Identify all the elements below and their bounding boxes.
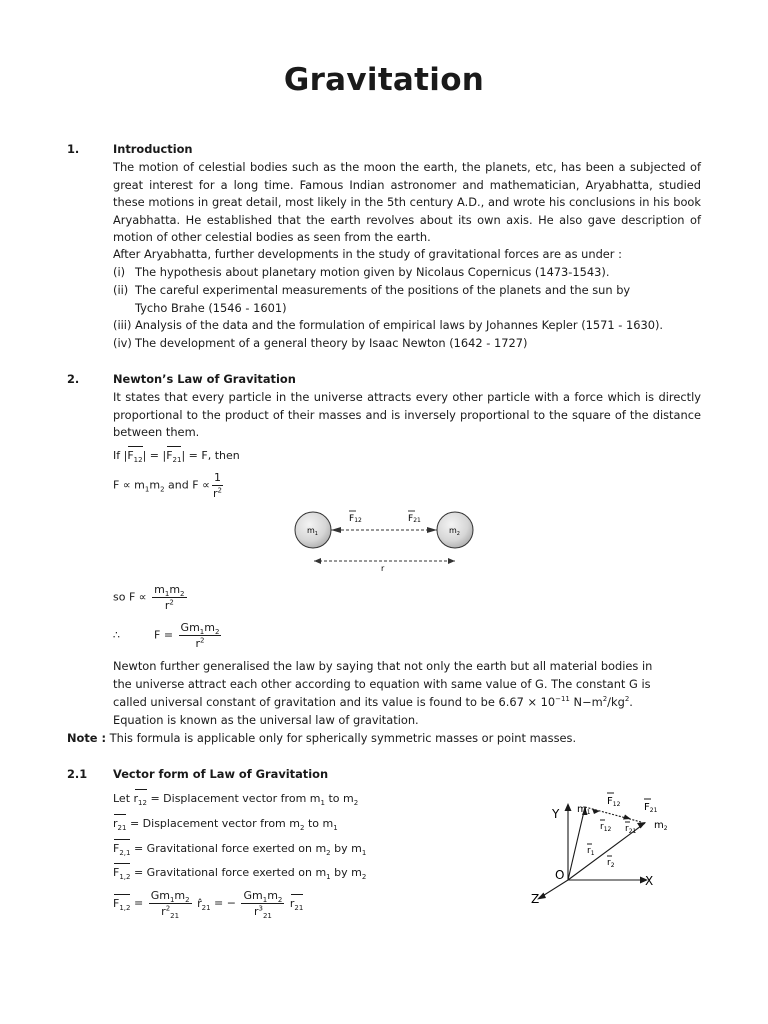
force-12-label: F12: [349, 514, 362, 524]
list-label: (iii): [113, 318, 132, 332]
list-item-i: [113, 264, 701, 282]
therefore-equation: ∴ F = $\frac{Gm_1m_2}{r^2}$: [113, 621, 220, 650]
note-label: Note :: [67, 731, 107, 745]
f12-arrowhead: [592, 809, 600, 815]
section-1-after-line: After Aryabhatta, further developments in the study of gravitational forces are as under :: [113, 247, 622, 261]
vector-F12: $F_{12}$: [127, 449, 143, 465]
x-axis-label: X: [645, 874, 654, 888]
section-1-heading: Introduction: [113, 142, 193, 156]
m1-label: $m_1$: [577, 804, 591, 816]
list-continuation: Tycho Brahe (1546 - 1601): [135, 300, 287, 315]
note-text: This formula is applicable only for spherically symmetric masses or point masses.: [106, 731, 577, 745]
section-2-1-number: 2.1: [67, 767, 88, 781]
distance-arrow-left: [314, 558, 321, 564]
list-item-iii: [113, 317, 701, 335]
f21-label: $F_{21}$: [644, 802, 658, 814]
z-axis-label: Z: [531, 892, 540, 906]
page-title: Gravitation: [283, 62, 485, 98]
r2-label: $r_2$: [607, 858, 615, 869]
list-item-ii: [113, 282, 701, 317]
list-text: The careful experimental measurements of the positions of the planets and the sun by: [135, 283, 631, 297]
section-2-1-heading: Vector form of Law of Gravitation: [113, 767, 329, 781]
mass-2-label: $m_2$: [449, 526, 460, 537]
fraction-m1m2-over-r2: $\frac{m_1m_2}{r^2}$: [154, 583, 185, 612]
y-axis-label: Y: [552, 807, 560, 821]
y-arrowhead: [565, 803, 572, 811]
r21-label: $r_{21}$: [625, 824, 637, 835]
force-f21-line: $F_{2,1}$ = Gravitational force exerted on $m_2$ by $m_1$: [113, 842, 367, 858]
r12-label: $r_{12}$: [600, 822, 612, 833]
generalised-line-4: Equation is known as the universal law of gravitation.: [113, 713, 419, 727]
displacement-r21-line: $r_{21}$ = Displacement vector from $m_2$ to $m_1$: [113, 817, 338, 833]
fraction-gm1m2-over-r21-sq: $\frac{Gm_1m_2}{r^2_{21}}$: [150, 889, 190, 921]
section-1-number: 1.: [67, 142, 80, 156]
z-axis: [541, 880, 568, 897]
coordinate-figure: [525, 785, 685, 910]
section-2-heading: Newton’s Law of Gravitation: [113, 372, 296, 386]
origin-label: O: [555, 868, 565, 882]
distance-label: r: [381, 564, 385, 573]
distance-arrow-right: [448, 558, 455, 564]
force-21-label: F21: [408, 514, 421, 524]
note: [67, 730, 576, 748]
generalised-line-2: the universe attract each other according to equation with same value of G. The constant G is: [113, 677, 651, 691]
m2-label: $m_2$: [654, 820, 668, 832]
fraction-gm1m2-over-r2: $\frac{Gm_1m_2}{r^2}$: [180, 621, 220, 650]
force-f12-line: $F_{1,2}$ = Gravitational force exerted on $m_1$ by $m_2$: [113, 866, 367, 882]
list-text: The development of a general theory by Isaac Newton (1642 - 1727): [135, 336, 528, 350]
force-21-arrowhead: [427, 527, 437, 533]
so-f-equation: so F ∝ $\frac{m_1m_2}{r^2}$: [113, 583, 185, 612]
list-label: (ii): [113, 283, 129, 297]
list-label: (i): [113, 265, 126, 279]
two-mass-figure: [285, 505, 485, 575]
fraction-one-over-r2: $\frac{1}{r^2}$: [212, 471, 222, 500]
displacement-r12-line: Let $r_{12}$ = Displacement vector from $m_1$ to $m_2$: [113, 792, 359, 808]
list-text: The hypothesis about planetary motion given by Nicolaus Copernicus (1473-1543).: [135, 265, 610, 279]
r1-label: $r_1$: [587, 846, 595, 857]
list-item-iv: [113, 335, 701, 353]
f12-label: $F_{12}$: [607, 796, 621, 808]
vector-F21: $F_{21}$: [166, 449, 182, 465]
list-text: Analysis of the data and the formulation of empirical laws by Johannes Kepler (1571 - 1630).: [135, 318, 664, 332]
generalised-line-1: Newton further generalised the law by saying that not only the earth but all material bodies in: [113, 659, 653, 673]
section-2-paragraph: It states that every particle in the universe attracts every other particle with a force which is directly proportional to the product of their masses and is inversely proportional to the square of the distance between them.: [113, 390, 701, 440]
if-equation: If $|F_{12}| = |F_{21}| = F$, then: [113, 449, 240, 465]
vector-force-equation: $F_{1,2}$ = $\frac{Gm_1m_2}{r^2_{21}}$ $r̂_{21}$ = − $\frac{Gm_1m_2}{r^3_{21}}$ $r_{21}$: [113, 889, 304, 921]
list-label: (iv): [113, 336, 132, 350]
mass-1-label: $m_1$: [307, 526, 318, 537]
f21-arrowhead: [623, 815, 631, 820]
section-1-paragraph: The motion of celestial bodies such as the moon the earth, the planets, etc, has been a subjected of great interest for a long time. Famous Indian astronomer and mathematician, Aryabhatta, studied these motions in great detail, most likely in the 5th century A.D., and wrote his conclusions in his book Aryabhatta. He established that the earth revolves about its own axis. He also gave description of motion of other celestial bodies as seen from the earth.: [113, 160, 701, 245]
force-12-arrowhead: [331, 527, 341, 533]
proportion-equation: $F \propto m_1m_2$ and F ∝ $\frac{1}{r^2}$: [113, 471, 222, 500]
generalised-line-3: called universal constant of gravitation and its value is found to be $6.67 \times 10^{-11}$ $N-m^2/kg^2$.: [113, 695, 633, 709]
fraction-gm1m2-over-r21-cube: $\frac{Gm_1m_2}{r^3_{21}}$: [243, 889, 283, 921]
section-2-number: 2.: [67, 372, 80, 386]
